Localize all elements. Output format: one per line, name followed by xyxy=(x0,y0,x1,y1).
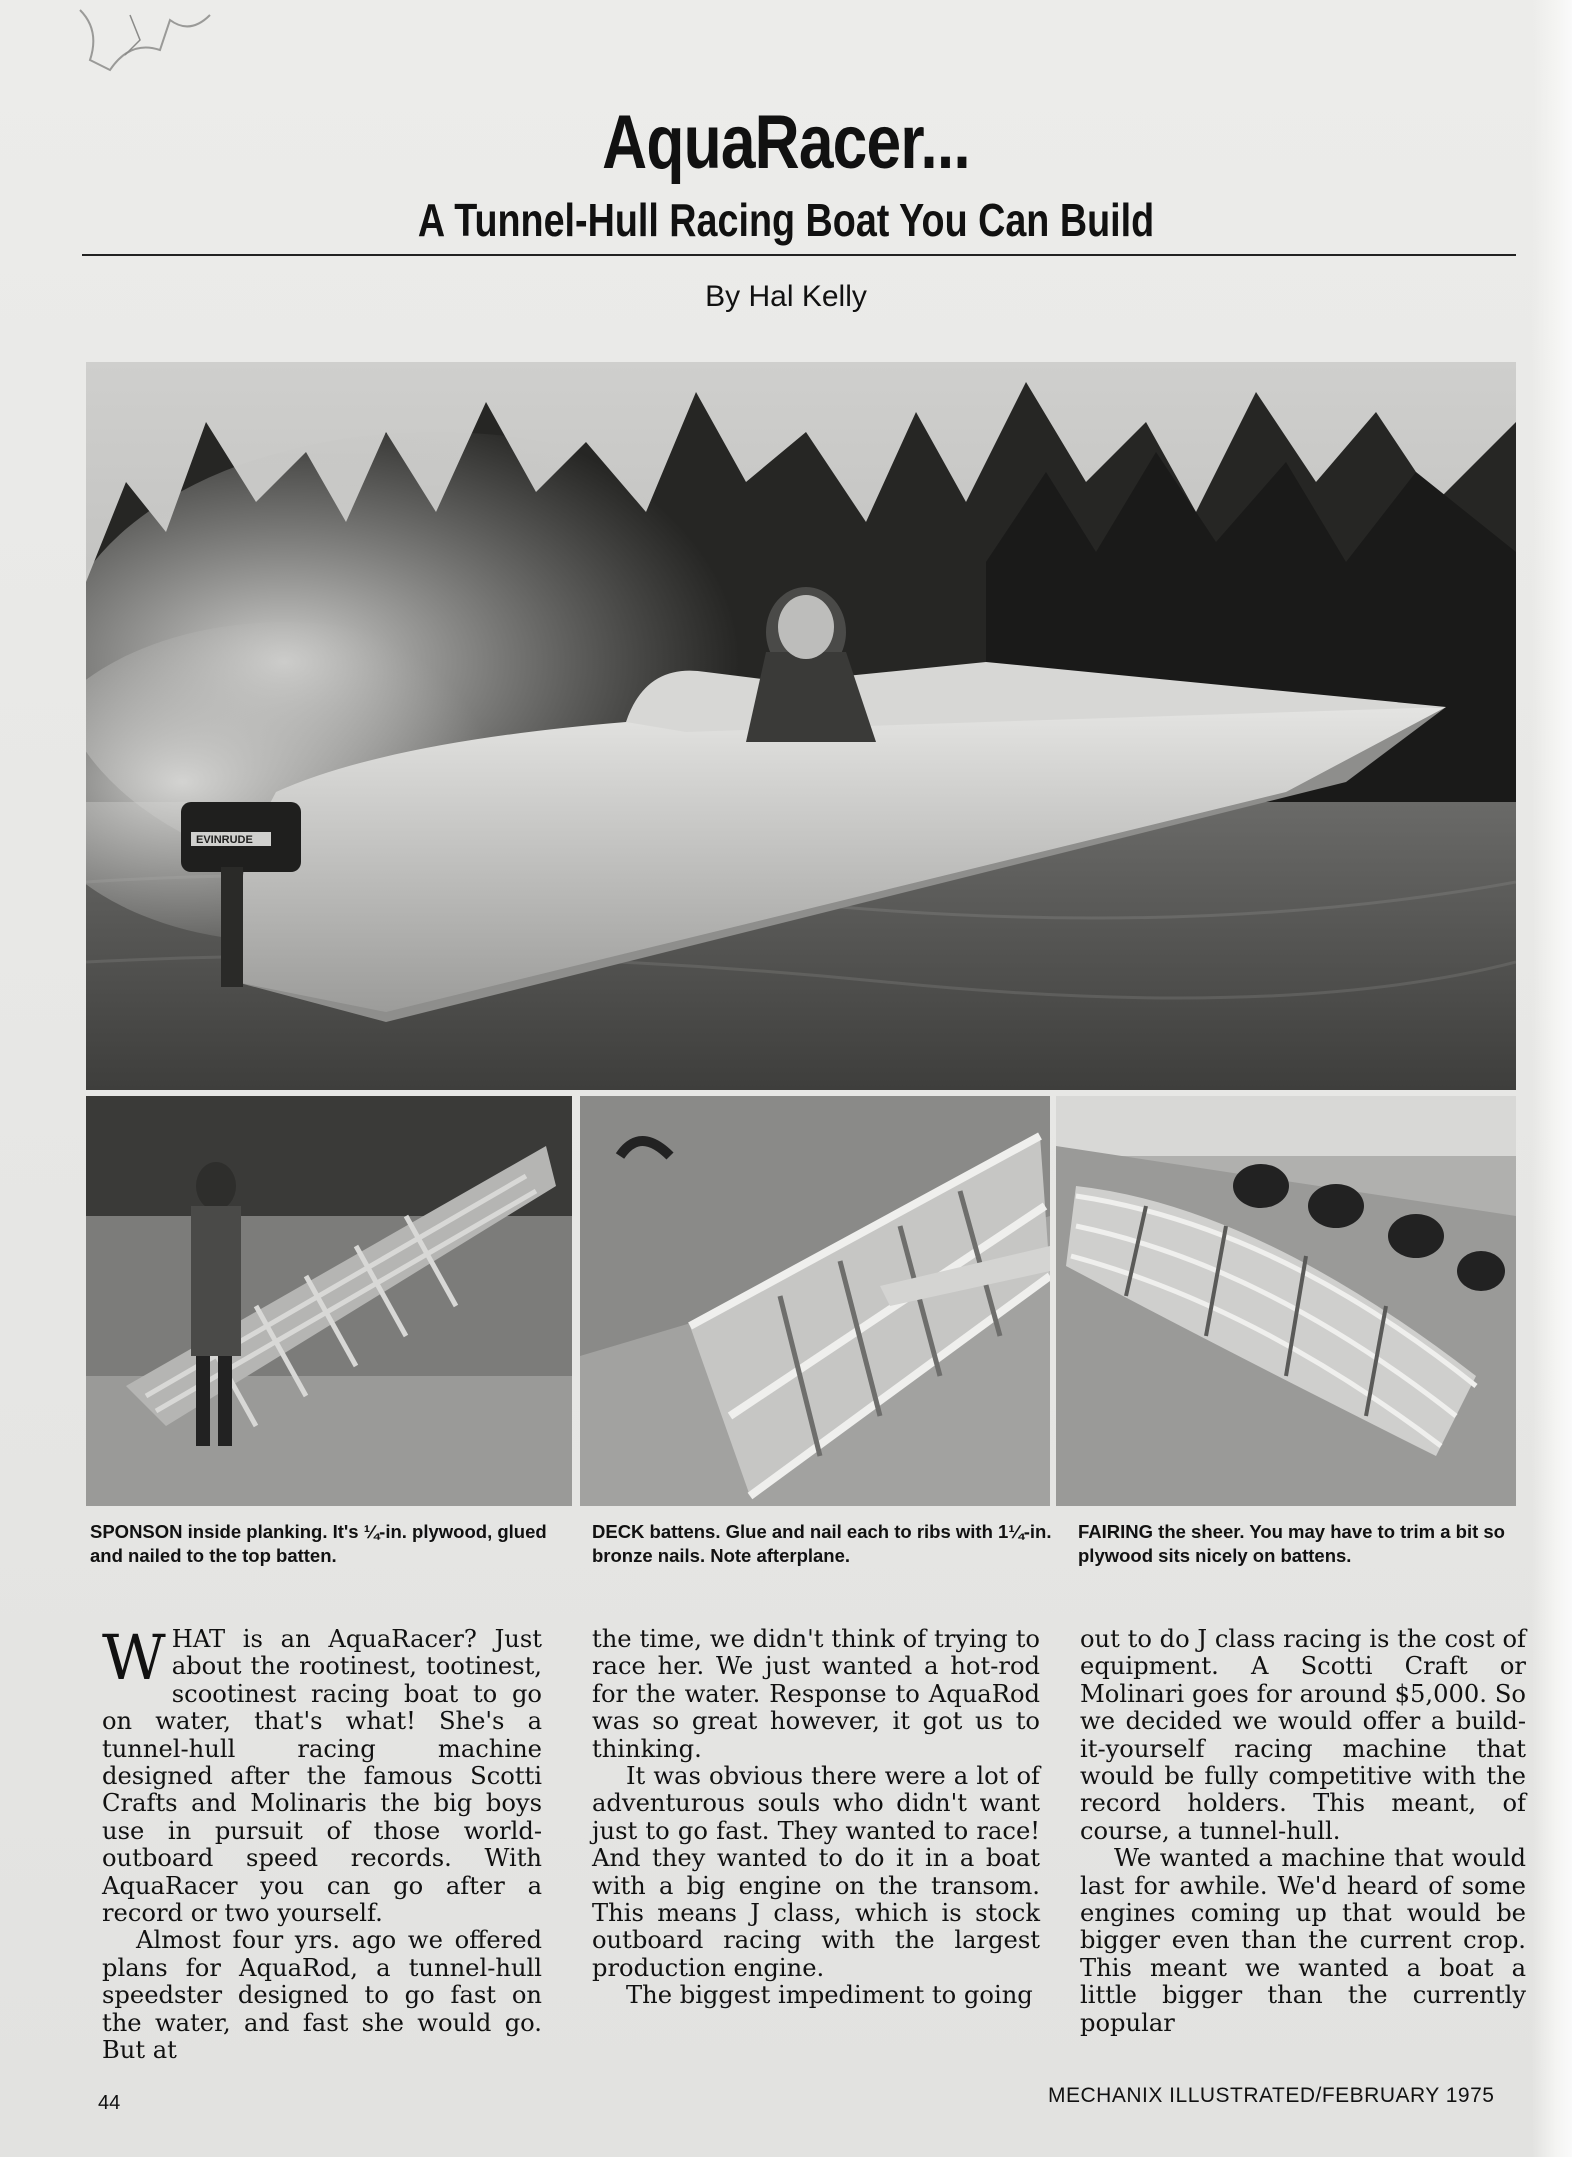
paragraph: out to do J class racing is the cost of equipment. A Scotti Craft or Molinari goes for around $5,000. So we decided we would offer a build-it-yourself racing machine that would be fully competitive with the record holders. This meant, of course, a tunnel-hull. xyxy=(1080,1625,1526,1845)
hero-photo-boat-jumping xyxy=(86,362,1516,1090)
caption-fairing xyxy=(1078,1520,1528,1568)
body-column-1 xyxy=(102,1621,542,2065)
page-number: 44 xyxy=(98,2092,121,2114)
photo-fairing-sheer xyxy=(1056,1096,1516,1506)
paragraph: We wanted a machine that would last for awhile. We'd heard of some engines coming up that would be bigger even than the current crop. This meant we wanted a boat a little bigger than the currently popular xyxy=(1080,1844,1526,2037)
caption-lead: FAIRING xyxy=(1078,1521,1154,1542)
body-column-2 xyxy=(592,1626,1040,2010)
article-title: AquaRacer... xyxy=(602,100,970,185)
paragraph: It was obvious there were a lot of adventurous souls who didn't want just to go fast. They wanted to race! And they wanted to do it in a boat with a big engine on the transom. This means J class, which is stock outboard racing with the largest production engine. xyxy=(592,1762,1040,1982)
paragraph xyxy=(102,1621,542,1928)
caption-text: inside planking. It's ¼-in. plywood, glued and nailed to the top batten. xyxy=(90,1521,547,1566)
article-subtitle: A Tunnel-Hull Racing Boat You Can Build xyxy=(417,194,1155,246)
byline: By Hal Kelly xyxy=(705,280,867,313)
caption-lead: DECK xyxy=(592,1521,645,1542)
caption-text: battens. Glue and nail each to ribs with 1¼-in. bronze nails. Note afterplane. xyxy=(592,1521,1052,1566)
caption-lead: SPONSON xyxy=(90,1521,183,1542)
torn-corner-mark xyxy=(70,0,220,95)
title-rule xyxy=(82,254,1516,256)
caption-sponson xyxy=(90,1520,570,1568)
paragraph: The biggest impediment to going xyxy=(626,1981,1033,2010)
caption-deck xyxy=(592,1520,1052,1568)
caption-text: the sheer. You may have to trim a bit so plywood sits nicely on battens. xyxy=(1078,1521,1505,1566)
paragraph: the time, we didn't think of trying to race her. We just wanted a hot-rod for the water. Response to AquaRod was so great however, it got us to thinking. xyxy=(592,1625,1040,1763)
motor-brand-label: EVINRUDE xyxy=(196,834,253,846)
paragraph: Almost four yrs. ago we offered plans for AquaRod, a tunnel-hull speedster designed to go fast on the water, and fast she would go. But at xyxy=(102,1926,542,2065)
publication-footer: MECHANIX ILLUSTRATED/FEBRUARY 1975 xyxy=(1048,2084,1495,2107)
page-edge xyxy=(1532,0,1572,2157)
drop-cap: W xyxy=(102,1621,166,1694)
photo-sponson-planking xyxy=(86,1096,572,1506)
photo-deck-battens xyxy=(580,1096,1050,1506)
paragraph-text: HAT is an AquaRacer? Just about the rootinest, tootinest, scootinest racing boat to go on water, that's what! She's a tunnel-hull racing machine designed after the famous Scotti Crafts and Molinaris the big boys use in pursuit of those world-outboard speed records. With AquaRacer you can go after a record or two yourself. xyxy=(102,1625,542,1928)
body-column-3 xyxy=(1080,1626,1526,2037)
